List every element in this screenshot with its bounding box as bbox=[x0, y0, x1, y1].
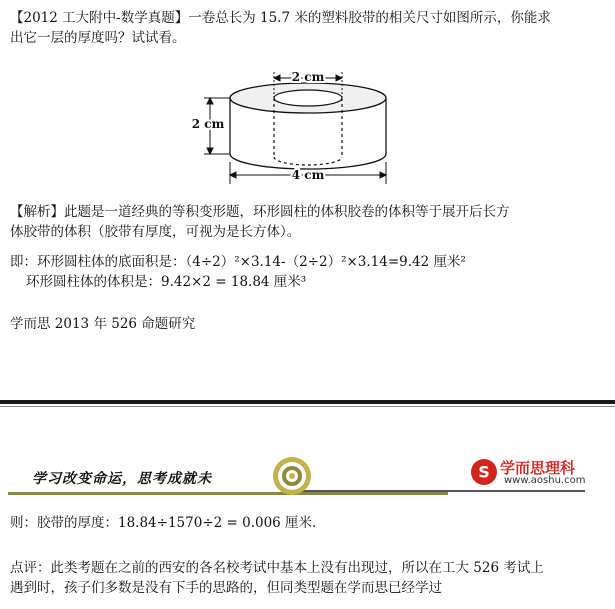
brand-logo-icon bbox=[470, 458, 498, 486]
brand-url: www.aoshu.com bbox=[504, 475, 586, 486]
inner-hole bbox=[274, 90, 342, 165]
page-divider-thin bbox=[0, 406, 615, 407]
analysis-line-2: 体胶带的体积（胶带有厚度，可视为是长方体）。 bbox=[10, 224, 301, 240]
footer-note: 学而思 2013 年 526 命题研究 bbox=[10, 316, 196, 332]
outer-diameter-label: 4 cm bbox=[291, 168, 325, 182]
rings-decoration bbox=[262, 454, 322, 498]
solution-line-1: 即：环形圆柱体的底面积是：（4÷2）²×3.14-（2÷2）²×3.14=9.42 厘米² bbox=[10, 254, 466, 270]
page-divider bbox=[0, 400, 615, 404]
analysis-line-1: 【解析】此题是一道经典的等积变形题，环形圆柱的体积胶卷的体积等于展开后长方 bbox=[10, 204, 510, 220]
height-label: 2 cm bbox=[191, 117, 225, 131]
header-banner bbox=[0, 452, 615, 498]
problem-line-2: 出它一层的厚度吗？试试看。 bbox=[10, 30, 186, 46]
banner-gray-line bbox=[300, 490, 585, 492]
problem-line-1: 【2012 工大附中-数学真题】一卷总长为 15.7 米的塑料胶带的相关尺寸如图所示，你能求 bbox=[10, 10, 551, 26]
inner-diameter-label: 2 cm bbox=[291, 70, 325, 84]
solution-line-2: 环形圆柱体的体积是：9.42×2 = 18.84 厘米³ bbox=[26, 274, 307, 290]
brand-logo-letter: S bbox=[478, 462, 490, 482]
answer-line: 则：胶带的厚度：18.84÷1570÷2 = 0.006 厘米. bbox=[10, 515, 317, 531]
slogan: 学习改变命运，思考成就未 bbox=[32, 471, 212, 487]
comment-line-1: 点评：此类考题在之前的西安的各名校考试中基本上没有出现过，所以在工大 526 考试上 bbox=[10, 560, 544, 576]
tape-roll-figure bbox=[180, 62, 410, 192]
brand-name: 学而思理科 bbox=[500, 459, 576, 477]
comment-line-2: 遇到时，孩子们多数是没有下手的思路的，但同类型题在学而思已经学过 bbox=[10, 580, 442, 596]
banner-olive-line bbox=[8, 492, 448, 495]
